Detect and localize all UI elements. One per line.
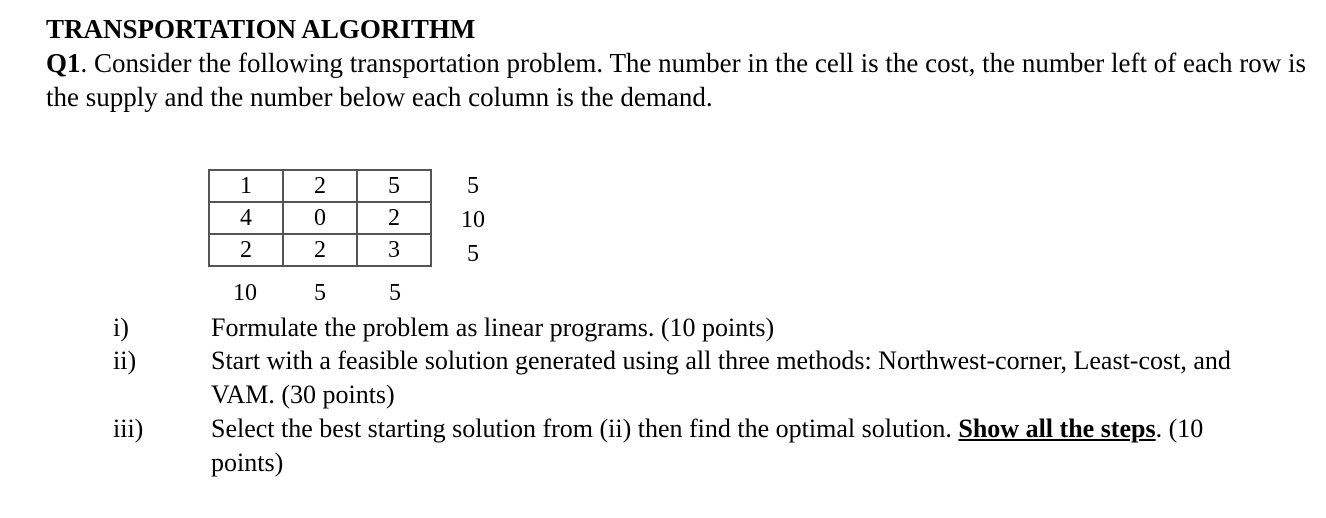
cost-cell: 3: [357, 234, 431, 266]
question-intro: [46, 46, 1306, 114]
supply-value: 10: [461, 207, 485, 233]
question-text: [211, 412, 1271, 480]
question-text-part: Select the best starting solution from (ii) then find the optimal solution.: [211, 414, 959, 443]
cost-cell: 4: [209, 202, 283, 234]
emphasis-text: Show all the steps: [958, 414, 1156, 443]
cost-cell: 5: [357, 170, 431, 202]
cost-cell: 0: [283, 202, 357, 234]
cost-row: [209, 202, 431, 234]
cost-table: [208, 169, 432, 267]
cost-cell: 1: [209, 170, 283, 202]
cost-cell: 2: [357, 202, 431, 234]
cost-cell: 2: [283, 234, 357, 266]
question-number: i): [113, 313, 129, 342]
demand-value: 10: [233, 280, 257, 306]
supply-value: 5: [467, 241, 479, 267]
question-number: iii): [113, 414, 144, 443]
page-title: TRANSPORTATION ALGORITHM: [46, 14, 476, 44]
cost-cell: 2: [283, 170, 357, 202]
cost-row: [209, 170, 431, 202]
supply-value: 5: [467, 173, 479, 199]
cost-cell: 2: [209, 234, 283, 266]
question-number: ii): [113, 346, 137, 375]
question-text: Formulate the problem as linear programs. (10 points): [211, 313, 775, 342]
question-intro-text: . Consider the following transportation problem. The number in the cell is the cost, the number left of each row is the supply and the number below each column is the demand.: [46, 48, 1306, 112]
demand-value: 5: [389, 280, 401, 306]
demand-value: 5: [314, 280, 326, 306]
question-text-part: . (10 points): [211, 414, 1204, 477]
question-label: Q1: [46, 48, 81, 78]
cost-row: [209, 234, 431, 266]
question-text: Start with a feasible solution generated using all three methods: Northwest-corner, Least-cost, and VAM. (30 points): [211, 346, 1231, 409]
